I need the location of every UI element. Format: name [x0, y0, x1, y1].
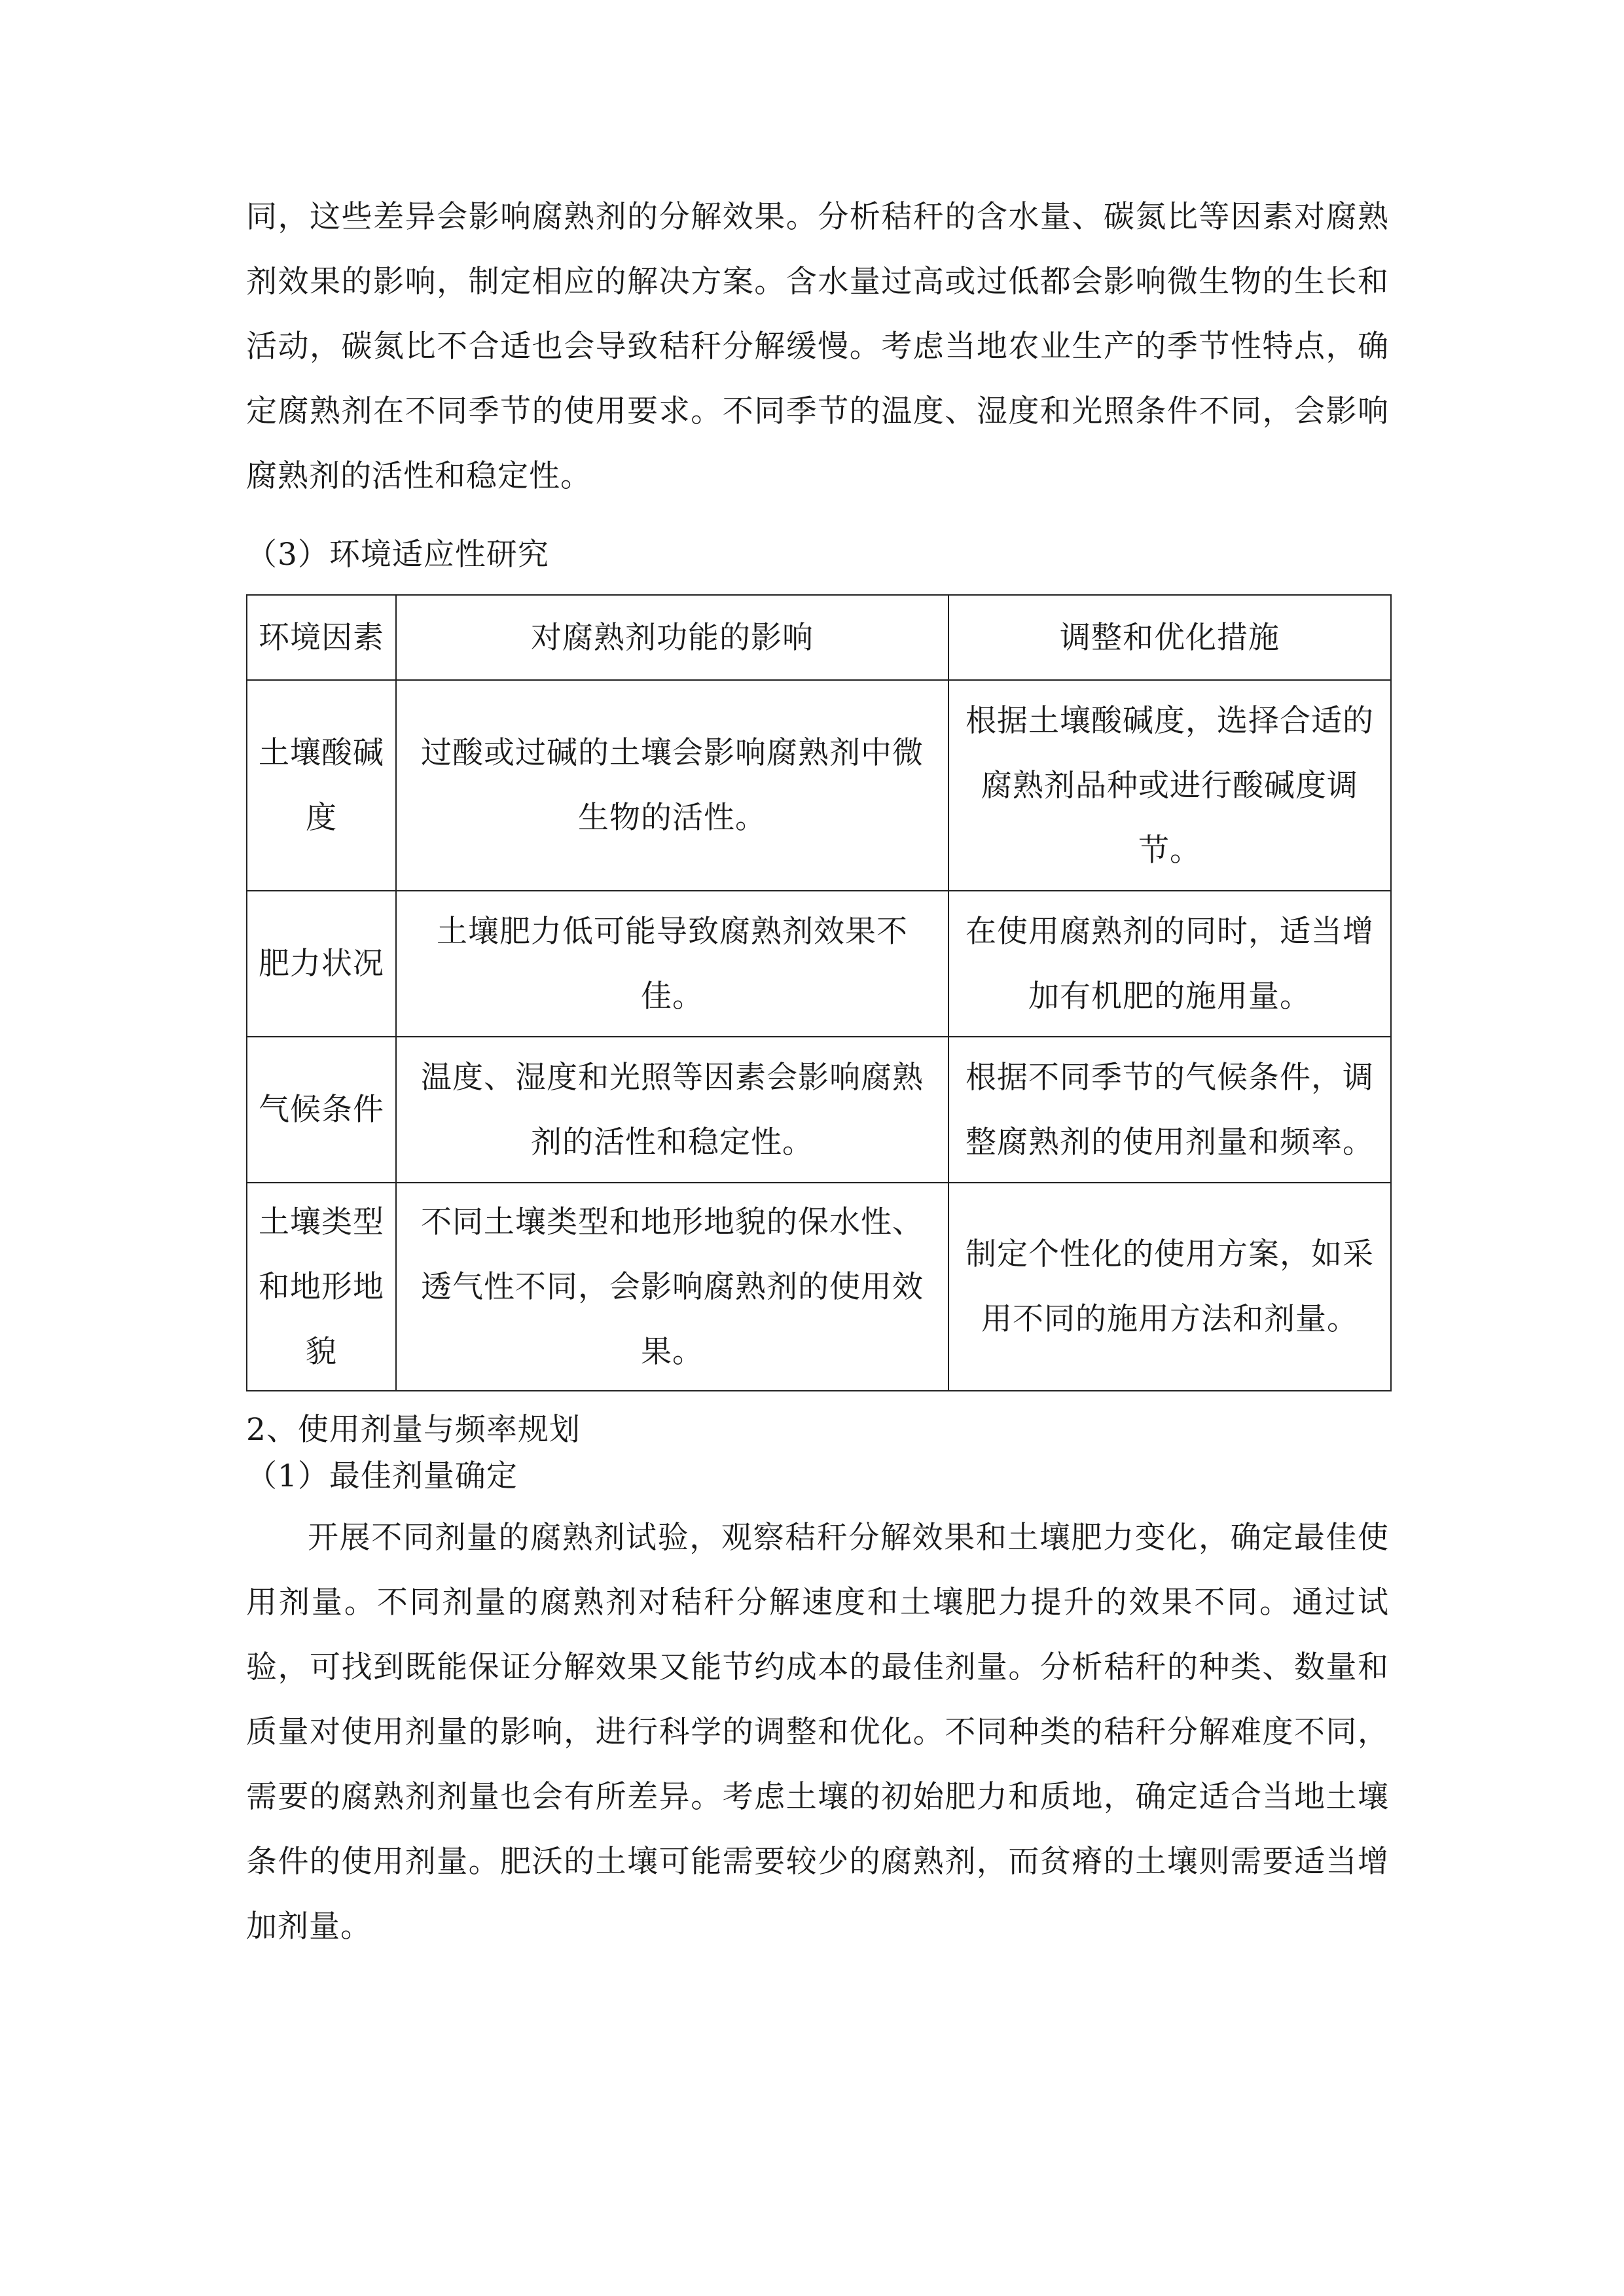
cell-measure: 制定个性化的使用方案，如采用不同的施用方法和剂量。 — [948, 1183, 1391, 1391]
cell-factor: 肥力状况 — [247, 891, 396, 1037]
table-row — [247, 1037, 1391, 1183]
table-row — [247, 891, 1391, 1037]
table-row — [247, 680, 1391, 891]
header-factor: 环境因素 — [247, 595, 396, 680]
cell-impact: 过酸或过碱的土壤会影响腐熟剂中微生物的活性。 — [396, 680, 948, 891]
table-header-row — [247, 595, 1391, 680]
header-measure: 调整和优化措施 — [948, 595, 1391, 680]
cell-impact: 土壤肥力低可能导致腐熟剂效果不佳。 — [396, 891, 948, 1037]
cell-measure: 根据不同季节的气候条件，调整腐熟剂的使用剂量和频率。 — [948, 1037, 1391, 1183]
cell-impact: 不同土壤类型和地形地貌的保水性、透气性不同，会影响腐熟剂的使用效果。 — [396, 1183, 948, 1391]
cell-measure: 根据土壤酸碱度，选择合适的腐熟剂品种或进行酸碱度调节。 — [948, 680, 1391, 891]
header-impact: 对腐熟剂功能的影响 — [396, 595, 948, 680]
environment-adaptability-table — [246, 594, 1392, 1391]
cell-factor: 土壤类型和地形地貌 — [247, 1183, 396, 1391]
best-dosage-subheading: （1）最佳剂量确定 — [246, 1458, 518, 1494]
intro-paragraph: 同，这些差异会影响腐熟剂的分解效果。分析秸秆的含水量、碳氮比等因素对腐熟剂效果的影响，制定相应的解决方案。含水量过高或过低都会影响微生物的生长和活动，碳氮比不合适也会导致秸秆分解缓慢。考虑当地农业生产的季节性特点，确定腐熟剂在不同季节的使用要求。不同季节的温度、湿度和光照条件不同，会影响腐熟剂的活性和稳定性。 — [246, 199, 1389, 494]
cell-measure: 在使用腐熟剂的同时，适当增加有机肥的施用量。 — [948, 891, 1391, 1037]
dosage-paragraph: 开展不同剂量的腐熟剂试验，观察秸秆分解效果和土壤肥力变化，确定最佳使用剂量。不同剂量的腐熟剂对秸秆分解速度和土壤肥力提升的效果不同。通过试验，可找到既能保证分解效果又能节约成本的最佳剂量。分析秸秆的种类、数量和质量对使用剂量的影响，进行科学的调整和优化。不同种类的秸秆分解难度不同，需要的腐熟剂剂量也会有所差异。考虑土壤的初始肥力和质地，确定适合当地土壤条件的使用剂量。肥沃的土壤可能需要较少的腐熟剂，而贫瘠的土壤则需要适当增加剂量。 — [246, 1520, 1389, 1945]
cell-factor: 气候条件 — [247, 1037, 396, 1183]
dosage-section-heading: 2、使用剂量与频率规划 — [246, 1412, 581, 1448]
cell-factor: 土壤酸碱度 — [247, 680, 396, 891]
environment-section-heading: （3）环境适应性研究 — [246, 537, 549, 573]
table-row — [247, 1183, 1391, 1391]
cell-impact: 温度、湿度和光照等因素会影响腐熟剂的活性和稳定性。 — [396, 1037, 948, 1183]
